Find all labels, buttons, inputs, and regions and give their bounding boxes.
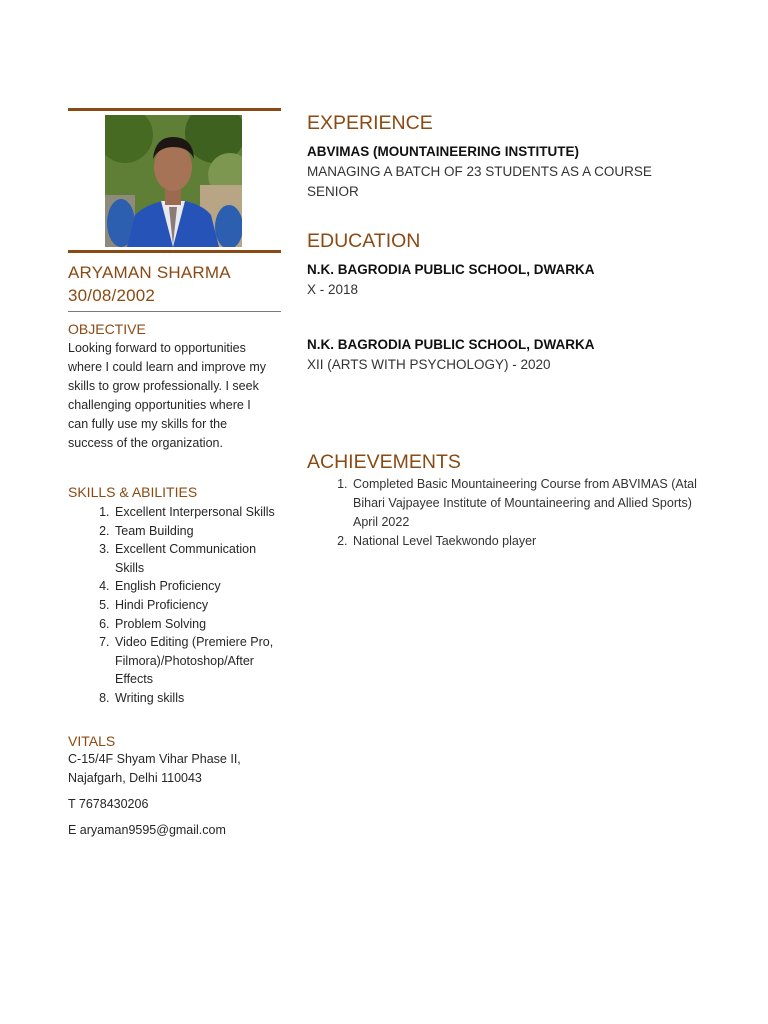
left-column <box>68 108 281 840</box>
list-item: 7. Video Editing (Premiere Pro, Filmora)/Photoshop/After Effects <box>113 633 281 689</box>
list-item: 2. National Level Taekwondo player <box>351 532 707 551</box>
name-divider <box>68 311 281 312</box>
education-title: EDUCATION <box>307 230 421 252</box>
list-item: 5. Hindi Proficiency <box>113 596 281 615</box>
objective-text: Looking forward to opportunities where I could learn and improve my skills to grow professionally. I seek challenging opportunities where I can fully use my skills for the success of the organization. <box>68 341 267 450</box>
achievements-list <box>307 475 707 551</box>
right-column <box>307 110 707 551</box>
experience-role-line-1: MANAGING A BATCH OF 23 STUDENTS AS A COURSE <box>307 164 652 179</box>
candidate-name: ARYAMAN SHARMA <box>68 263 231 282</box>
skills-title: SKILLS & ABILITIES <box>68 484 198 500</box>
list-item: 1. Completed Basic Mountaineering Course from ABVIMAS (Atal Bihari Vajpayee Institute of Mountaineering and Allied Sports) April 2022 <box>351 475 707 532</box>
objective-title: OBJECTIVE <box>68 321 146 337</box>
list-item: 8. Writing skills <box>113 689 281 708</box>
profile-photo-image <box>105 115 242 247</box>
achievements-title: ACHIEVEMENTS <box>307 451 461 473</box>
skills-list <box>68 503 281 708</box>
address-line-2: Najafgarh, Delhi 110043 <box>68 770 202 785</box>
education-detail-2: XII (ARTS WITH PSYCHOLOGY) - 2020 <box>307 357 551 372</box>
vitals-section <box>68 732 281 840</box>
experience-role-line-2: SENIOR <box>307 184 359 199</box>
education-school-2: N.K. BAGRODIA PUBLIC SCHOOL, DWARKA <box>307 337 595 352</box>
vitals-title: VITALS <box>68 732 116 749</box>
photo-frame <box>68 111 281 247</box>
experience-org: ABVIMAS (MOUNTAINEERING INSTITUTE) <box>307 144 579 159</box>
list-item: 6. Problem Solving <box>113 615 281 634</box>
phone-number: T 7678430206 <box>68 796 149 811</box>
education-detail-1: X - 2018 <box>307 282 359 297</box>
email-address: E aryaman9595@gmail.com <box>68 822 226 837</box>
list-item: 4. English Proficiency <box>113 577 281 596</box>
education-school-1: N.K. BAGRODIA PUBLIC SCHOOL, DWARKA <box>307 262 595 277</box>
candidate-dob: 30/08/2002 <box>68 286 156 305</box>
list-item: 2. Team Building <box>113 522 281 541</box>
experience-title: EXPERIENCE <box>307 112 433 134</box>
address-line-1: C-15/4F Shyam Vihar Phase II, <box>68 751 241 766</box>
profile-photo <box>105 115 242 247</box>
list-item: 1. Excellent Interpersonal Skills <box>113 503 281 522</box>
photo-divider <box>68 250 281 253</box>
list-item: 3. Excellent Communication Skills <box>113 540 281 577</box>
